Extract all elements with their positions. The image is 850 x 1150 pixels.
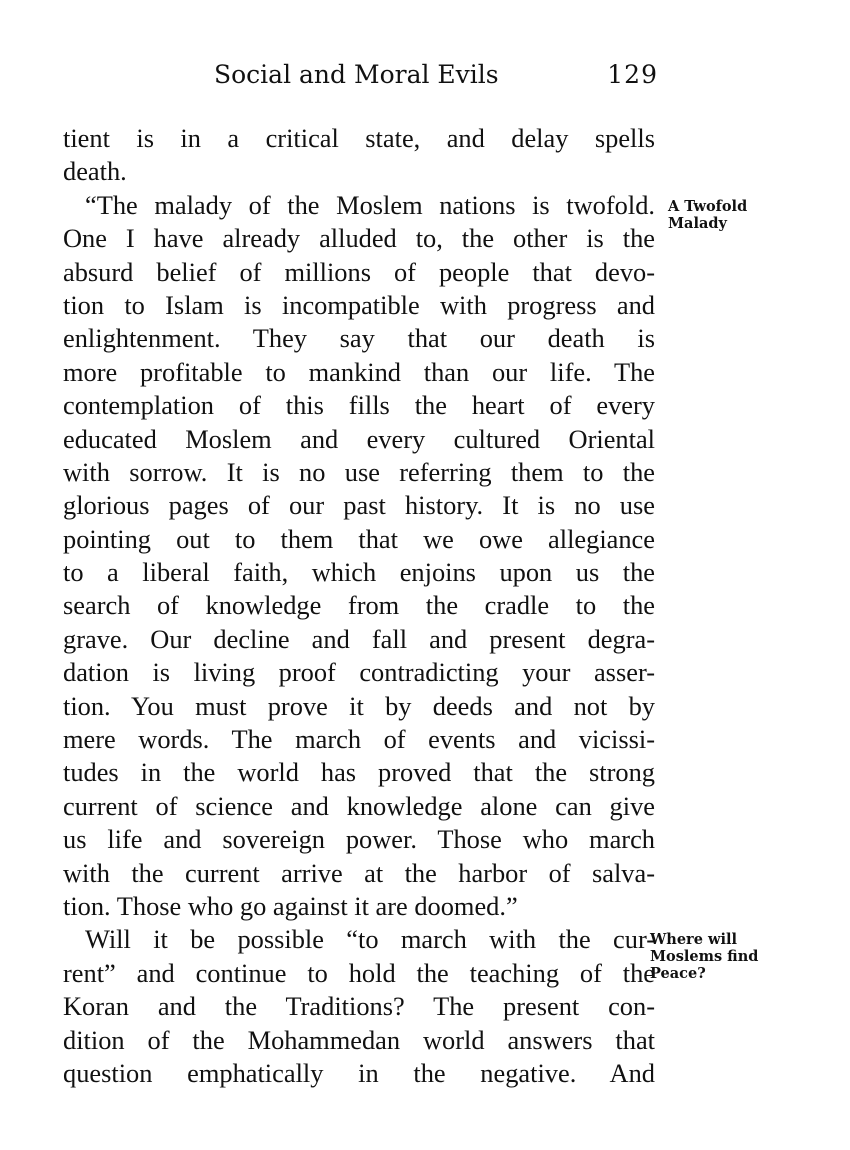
text-line: dition of the Mohammedan world answers that	[63, 1024, 655, 1055]
text-line: Koran and the Traditions? The present con-	[63, 991, 655, 1022]
text-line: tient is in a critical state, and delay spells	[63, 123, 655, 153]
page-header	[200, 60, 670, 94]
text-line: educated Moslem and every cultured Oriental	[63, 423, 655, 454]
text-line: pointing out to them that we owe allegiance	[63, 523, 655, 554]
margin-note-line: Where will	[650, 931, 737, 948]
text-line: question emphatically in the negative. And	[63, 1057, 655, 1088]
text-line: mere words. The march of events and vicissi-	[63, 724, 655, 755]
margin-note-line: Malady	[668, 215, 727, 232]
margin-note-where-peace	[650, 931, 758, 982]
text-line: One I have already alluded to, the other is the	[63, 223, 655, 254]
text-line: to a liberal faith, which enjoins upon us the	[63, 557, 655, 588]
text-line: “The malady of the Moslem nations is twofold.	[85, 189, 655, 220]
text-line: tudes in the world has proved that the strong	[63, 757, 655, 788]
text-line: more profitable to mankind than our life. The	[63, 356, 655, 387]
text-line: tion to Islam is incompatible with progress and	[63, 289, 655, 320]
text-line: tion. Those who go against it are doomed.”	[63, 890, 518, 921]
running-title: Social and Moral Evils	[214, 60, 499, 89]
text-line: death.	[63, 156, 127, 187]
body-text	[63, 122, 655, 1090]
margin-note-line: Moslems find	[650, 948, 759, 965]
text-line: tion. You must prove it by deeds and not by	[63, 690, 655, 721]
text-line: with the current arrive at the harbor of salva-	[63, 857, 655, 888]
text-line: with sorrow. It is no use referring them to the	[63, 456, 655, 487]
margin-note-twofold-malady	[668, 198, 747, 232]
text-line: Will it be possible “to march with the cur-	[85, 924, 655, 955]
text-line: grave. Our decline and fall and present degra-	[63, 623, 655, 654]
text-line: glorious pages of our past history. It is no use	[63, 490, 655, 521]
text-line: us life and sovereign power. Those who march	[63, 824, 655, 855]
margin-note-line: Peace?	[650, 965, 706, 982]
text-line: enlightenment. They say that our death is	[63, 323, 655, 354]
text-line: current of science and knowledge alone can give	[63, 790, 655, 821]
margin-note-line: A Twofold	[668, 198, 748, 215]
text-line: contemplation of this fills the heart of every	[63, 390, 655, 421]
text-line: dation is living proof contradicting your asser-	[63, 657, 655, 688]
text-line: rent” and continue to hold the teaching of the	[63, 957, 655, 988]
text-line: absurd belief of millions of people that devo-	[63, 256, 655, 287]
text-line: search of knowledge from the cradle to the	[63, 590, 655, 621]
page-number: 129	[607, 60, 658, 89]
